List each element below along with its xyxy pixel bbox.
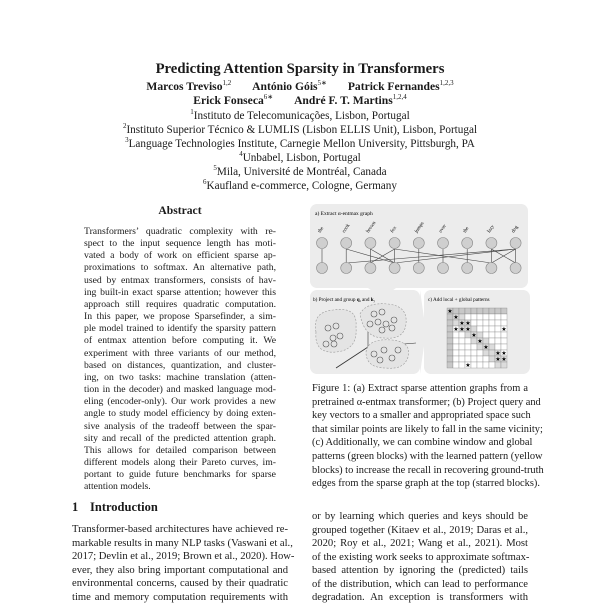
star-icon: ★ <box>471 333 477 339</box>
star-icon: ★ <box>453 327 459 333</box>
text-line: key vectors to a smaller and appropriated space such <box>312 410 531 422</box>
grid-cell <box>483 362 489 368</box>
affiliation <box>0 137 600 151</box>
grid-cell <box>489 338 495 344</box>
grid-cell <box>477 362 483 368</box>
grid-cell <box>495 332 501 338</box>
grid-cell <box>453 362 459 368</box>
affiliations <box>0 109 600 193</box>
grid-cell <box>465 314 471 320</box>
affiliation-text: Language Technologies Institute, Carnegie Mellon University, Pittsburgh, PA <box>128 138 475 150</box>
text-line: grouped together (Kitaev et al., 2019; Daras et al., <box>312 524 528 536</box>
panel-b-and: and <box>360 297 371 303</box>
grid-cell <box>477 350 483 356</box>
grid-cell <box>477 320 483 326</box>
text-line: (c) Additionally, we can combine window and global <box>312 437 533 449</box>
grid-cell <box>453 356 459 362</box>
grid-cell <box>459 314 465 320</box>
grid-cell <box>471 344 477 350</box>
author <box>252 80 327 93</box>
author-sup: 1,2,4 <box>392 93 407 101</box>
grid-cell <box>459 344 465 350</box>
grid-cell <box>477 356 483 362</box>
text-line: ing built-in exact sparse attention; however this <box>84 286 276 298</box>
text-line: degradation. An exception is transformers with <box>312 592 528 603</box>
text-line: ing, on two tasks: machine translation (atten- <box>84 371 276 383</box>
text-line: time and memory computation requirements with <box>72 591 288 603</box>
star-icon: ★ <box>447 309 453 315</box>
grid-cell <box>495 308 501 314</box>
star-icon: ★ <box>495 357 501 363</box>
figure-1 <box>308 202 532 374</box>
token-label: brown <box>365 220 378 235</box>
grid-cell <box>459 308 465 314</box>
grid-cell <box>477 332 483 338</box>
text-line: ple model trained to identify the sparsity pattern <box>84 323 276 335</box>
query-node <box>486 238 497 249</box>
star-icon: ★ <box>465 327 471 333</box>
text-line: Transformer-based architectures have achieved re- <box>72 524 288 535</box>
text-line: of the existing work seeks to approximate softmax- <box>312 551 530 563</box>
key-node <box>438 263 449 274</box>
author <box>146 80 231 93</box>
text-line: edges from the sparse graph at the top (starred blocks). <box>312 478 540 490</box>
text-line: patterns (green blocks) with the learned pattern (yellow <box>312 450 543 462</box>
query-node <box>510 238 521 249</box>
grid-cell <box>489 356 495 362</box>
author-line-2 <box>0 94 600 107</box>
grid-cell <box>453 350 459 356</box>
affiliation-sup: 6 <box>203 178 207 186</box>
text-line: used by entmax transformers, consists of hav- <box>84 274 276 286</box>
cluster-region <box>366 340 409 369</box>
figure-caption <box>312 382 544 491</box>
grid-cell <box>471 362 477 368</box>
grid-cell <box>477 308 483 314</box>
author-line-1 <box>0 80 600 93</box>
affiliation-sup: 2 <box>122 122 127 130</box>
grid-cell <box>489 314 495 320</box>
grid-cell <box>489 320 495 326</box>
grid-cell <box>447 338 453 344</box>
author-sup: 1,2 <box>222 79 232 87</box>
text-line: This allows for detailed comparison between <box>84 444 276 456</box>
affiliation <box>0 109 600 123</box>
panel-b-label-text: b) Project and group <box>313 297 357 303</box>
grid-cell <box>501 338 507 344</box>
grid-cell <box>459 356 465 362</box>
panel-c-patterns <box>424 290 530 374</box>
author <box>348 80 454 93</box>
author <box>294 94 407 107</box>
token-label: fox <box>390 225 399 235</box>
grid-cell <box>447 356 453 362</box>
grid-cell <box>471 350 477 356</box>
grid-cell <box>471 356 477 362</box>
token-label: the <box>317 226 326 235</box>
text-line: In this paper, we propose Sparsefinder, a sim- <box>84 311 276 323</box>
grid-cell <box>447 344 453 350</box>
grid-cell <box>465 350 471 356</box>
affiliation-text: Kaufland e-commerce, Cologne, Germany <box>206 180 397 192</box>
author-sup: 5∗ <box>317 79 327 87</box>
grid-cell <box>501 308 507 314</box>
grid-cell <box>471 320 477 326</box>
star-icon: ★ <box>501 351 507 357</box>
star-icon: ★ <box>459 321 465 327</box>
token-label: lazy <box>486 224 496 235</box>
text-line: ever, they also bring important computational and <box>72 564 288 576</box>
intro-text-left <box>72 523 295 604</box>
text-line: based attention by ignoring the (predicted) tails <box>312 565 528 576</box>
grid-cell <box>483 308 489 314</box>
affiliation <box>0 151 600 165</box>
subscript-j: j <box>373 299 375 303</box>
author-name: Erick Fonseca <box>193 94 264 107</box>
text-line: sive analysis of the tradeoff between the spar- <box>84 420 276 432</box>
section-title: Introduction <box>90 500 158 514</box>
query-node <box>317 238 328 249</box>
grid-cell <box>459 338 465 344</box>
text-line: sity and recall of the predicted attention graph. <box>84 432 276 444</box>
paper-title: Predicting Attention Sparsity in Transformers <box>155 61 445 77</box>
panel-a-graph <box>310 204 528 288</box>
grid-cell <box>471 308 477 314</box>
grid-cell <box>447 326 453 332</box>
grid-cell <box>447 362 453 368</box>
token-label: the <box>462 226 471 235</box>
text-line: of the distribution, which can lead to performance <box>312 578 528 590</box>
key-node <box>413 263 424 274</box>
token-label: over <box>438 223 448 235</box>
abstract-heading: Abstract <box>158 204 202 217</box>
grid-cell <box>453 338 459 344</box>
affiliation-text: Unbabel, Lisbon, Portugal <box>242 152 361 164</box>
grid-cell <box>465 308 471 314</box>
text-line: of entmax attention before computing it. We <box>84 335 276 347</box>
abstract-body <box>84 226 276 493</box>
text-line: blocks) to increase the recall in recovering ground-truth <box>312 464 544 476</box>
author-name: Marcos Treviso <box>146 80 223 93</box>
text-line: markable results in many NLP tasks (Vaswani et al., <box>72 537 293 549</box>
star-icon: ★ <box>465 321 471 327</box>
query-node <box>341 238 352 249</box>
intro-text-right <box>312 510 528 605</box>
key-node <box>389 263 400 274</box>
text-line: that similar points are likely to fall in the same vicinity; <box>312 423 543 435</box>
key-node <box>462 263 473 274</box>
author-sup: 6∗ <box>263 93 274 101</box>
text-line: different models along their Pareto curves, im- <box>84 456 276 468</box>
grid-cell <box>465 356 471 362</box>
panel-b-projection <box>310 290 420 374</box>
query-node <box>413 238 424 249</box>
panel-a-label: a) Extract α-entmax graph <box>315 211 373 217</box>
grid-cell <box>483 332 489 338</box>
grid-cell <box>501 320 507 326</box>
panel-b-q: q <box>356 297 360 303</box>
text-line: eling (encoder-only). Our work provides a new <box>84 396 276 408</box>
text-line: angle to study model efficiency by doing exten- <box>84 408 276 420</box>
token-label: dog <box>511 225 520 235</box>
section-heading <box>72 500 158 515</box>
star-icon: ★ <box>465 363 471 369</box>
attention-grid <box>447 308 507 369</box>
grid-cell <box>495 314 501 320</box>
token-label: jumps <box>414 221 426 235</box>
star-icon: ★ <box>495 351 501 357</box>
grid-cell <box>471 326 477 332</box>
panel-c-label: c) Add local + global patterns <box>428 297 490 303</box>
affiliation <box>0 179 600 193</box>
text-line: approach still requires quadratic computation. <box>84 298 276 310</box>
panel-b-label <box>313 296 375 303</box>
text-line: vated a body of work on efficient sparse ap- <box>84 250 276 262</box>
grid-cell <box>453 308 459 314</box>
star-icon: ★ <box>477 339 483 345</box>
text-line: based on distances, quantization, and cluster- <box>84 359 276 371</box>
text-line: Figure 1: (a) Extract sparse attention graphs from a <box>312 383 528 394</box>
grid-cell <box>489 308 495 314</box>
grid-cell <box>477 314 483 320</box>
text-line: attention models. <box>84 481 151 493</box>
affiliation-sup: 5 <box>213 164 217 172</box>
star-icon: ★ <box>501 357 507 363</box>
subscript-i: i <box>359 299 361 303</box>
grid-cell <box>489 362 495 368</box>
query-node <box>389 238 400 249</box>
query-node <box>365 238 376 249</box>
grid-cell <box>495 338 501 344</box>
star-icon: ★ <box>453 315 459 321</box>
grid-cell <box>465 344 471 350</box>
panel-b-k: k <box>370 297 374 303</box>
text-line: 2017; Devlin et al., 2019; Brown et al., 2020). How- <box>72 551 295 562</box>
query-node <box>462 238 473 249</box>
grid-cell <box>483 326 489 332</box>
text-line: or by learning which queries and keys should be <box>312 511 528 522</box>
affiliation <box>0 123 600 137</box>
star-icon: ★ <box>501 327 507 333</box>
key-node <box>365 263 376 274</box>
author-name: António Góis <box>252 80 318 93</box>
grid-cell <box>465 338 471 344</box>
key-node <box>341 263 352 274</box>
grid-cell <box>495 344 501 350</box>
grid-cell <box>489 344 495 350</box>
text-line: environmental concerns, caused by their quadratic <box>72 578 288 589</box>
key-node <box>486 263 497 274</box>
affiliation-sup: 1 <box>190 108 194 116</box>
grid-cell <box>453 344 459 350</box>
grid-cell <box>483 320 489 326</box>
grid-cell <box>495 326 501 332</box>
grid-cell <box>501 314 507 320</box>
grid-cell <box>501 344 507 350</box>
grid-cell <box>447 350 453 356</box>
text-line: experiment with three variants of our method, <box>84 347 276 359</box>
grid-cell <box>459 362 465 368</box>
text-line: proximations to softmax. An alternative path, <box>84 262 276 274</box>
affiliation-text: Instituto Superior Técnico & LUMLIS (Lisbon ELLIS Unit), Lisbon, Portugal <box>126 124 478 136</box>
grid-cell <box>447 320 453 326</box>
key-node <box>510 263 521 274</box>
token-label: cook <box>341 223 352 235</box>
text-line: 2020; Roy et al., 2021; Wang et al., 2021). Most <box>312 538 528 549</box>
star-icon: ★ <box>459 327 465 333</box>
grid-cell <box>483 356 489 362</box>
text-line: pretrained α-entmax transformer; (b) Project query and <box>312 396 541 408</box>
affiliation-text: Instituto de Telecomunicações, Lisbon, Portugal <box>193 110 410 122</box>
grid-cell <box>489 350 495 356</box>
affiliation-sup: 3 <box>125 136 129 144</box>
grid-cell <box>477 326 483 332</box>
section-number: 1 <box>72 500 79 514</box>
grid-cell <box>483 314 489 320</box>
author-name: André F. T. Martins <box>294 94 393 107</box>
affiliation <box>0 165 600 179</box>
grid-cell <box>471 314 477 320</box>
grid-cell <box>495 320 501 326</box>
text-line: Transformers’ quadratic complexity with re- <box>84 226 276 237</box>
text-line: tion in the decoder) and masked language mod- <box>84 384 276 396</box>
query-node <box>438 238 449 249</box>
author-name: Patrick Fernandes <box>347 80 440 93</box>
grid-cell <box>489 326 495 332</box>
key-node <box>317 263 328 274</box>
cluster-region <box>315 309 356 352</box>
text-line: spect to the input sequence length has moti- <box>84 238 276 250</box>
author-sup: 1,2,3 <box>439 79 454 87</box>
star-icon: ★ <box>483 345 489 351</box>
grid-cell <box>483 338 489 344</box>
affiliation-sup: 4 <box>239 150 243 158</box>
grid-cell <box>489 332 495 338</box>
text-line: portant to guide future benchmarks for sparse <box>84 469 276 481</box>
author <box>193 94 273 107</box>
affiliation-text: Mila, Université de Montréal, Canada <box>216 166 387 178</box>
grid-cell <box>459 350 465 356</box>
grid-cell <box>447 332 453 338</box>
